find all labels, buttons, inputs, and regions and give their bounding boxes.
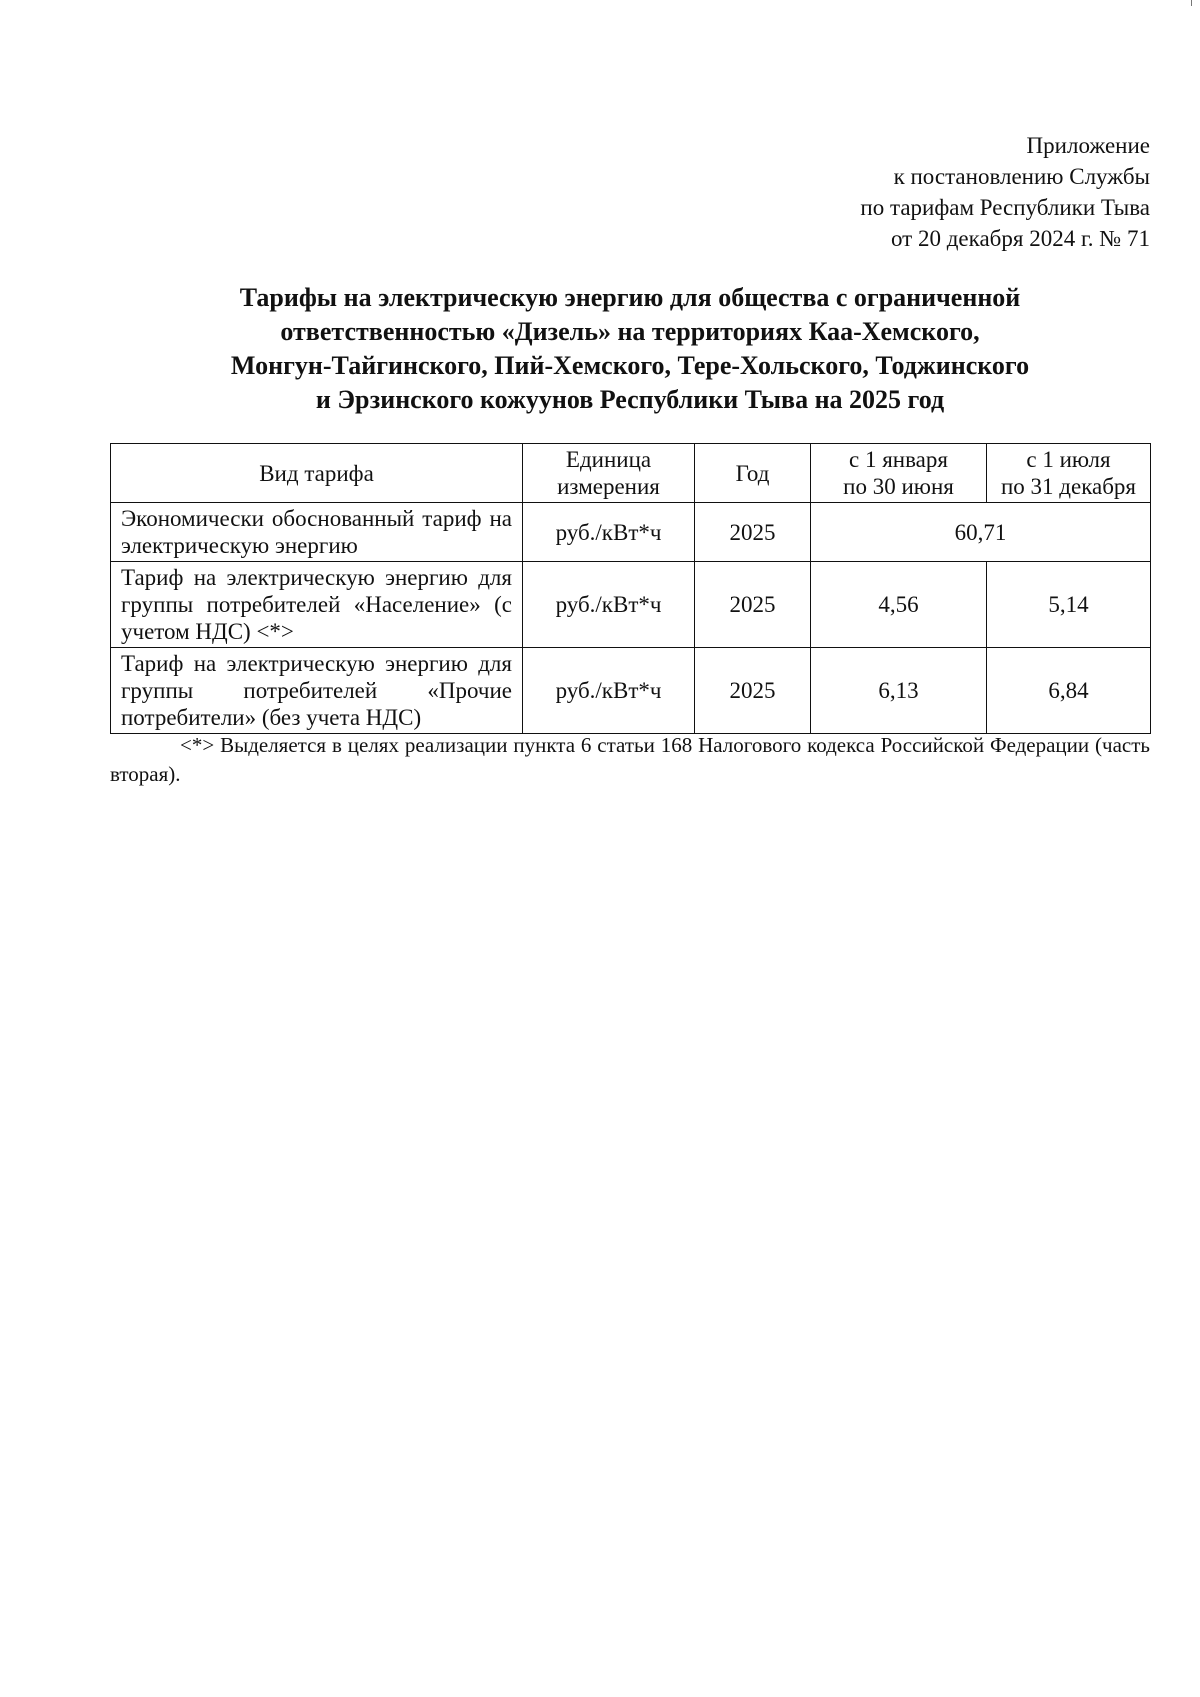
scan-mark: [1191, 0, 1192, 6]
tariff-name-cell: Тариф на электрическую энергию для группы потребителей «Население» (с учетом НДС) <*>: [111, 562, 523, 648]
footnote: <*> Выделяется в целях реализации пункта 6 статьи 168 Налогового кодекса Российской Федерации (часть вторая).: [110, 733, 1150, 786]
header-first-half: [811, 444, 987, 503]
unit-cell: руб./кВт*ч: [523, 562, 695, 648]
header-second-half-line: с 1 июля: [1026, 447, 1111, 472]
header-tariff-type: Вид тарифа: [111, 444, 523, 503]
tariff-name-cell: Экономически обоснованный тариф на электрическую энергию: [111, 503, 523, 562]
header-unit: [523, 444, 695, 503]
value-cell-first-half: 4,56: [811, 562, 987, 648]
table-header-row: [111, 444, 1151, 503]
document-title: [110, 281, 1150, 417]
tariff-name-cell: Тариф на электрическую энергию для группы потребителей «Прочие потребители» (без учета НДС): [111, 648, 523, 734]
value-cell-first-half: 6,13: [811, 648, 987, 734]
table-row: [111, 503, 1151, 562]
table-row: [111, 562, 1151, 648]
header-unit-line: Единица: [565, 447, 652, 472]
unit-cell: руб./кВт*ч: [523, 503, 695, 562]
header-year: Год: [695, 444, 811, 503]
header-second-half-line: по 31 декабря: [1000, 474, 1137, 499]
value-cell-second-half: 5,14: [987, 562, 1151, 648]
title-line: ответственностью «Дизель» на территориях Каа-Хемского,: [280, 317, 980, 346]
tariff-table: [110, 443, 1151, 734]
year-cell: 2025: [695, 562, 811, 648]
header-first-half-line: с 1 января: [849, 447, 948, 472]
unit-cell: руб./кВт*ч: [523, 648, 695, 734]
annex-line: к постановлению Службы: [893, 164, 1150, 189]
header-first-half-line: по 30 июня: [843, 474, 954, 499]
annex-block: [860, 130, 1150, 254]
annex-line: от 20 декабря 2024 г. № 71: [890, 226, 1150, 251]
year-cell: 2025: [695, 503, 811, 562]
title-line: и Эрзинского кожуунов Республики Тыва на 2025 год: [315, 385, 945, 414]
year-cell: 2025: [695, 648, 811, 734]
annex-line: по тарифам Республики Тыва: [860, 195, 1150, 220]
annex-line: Приложение: [1026, 133, 1150, 158]
header-unit-line: измерения: [557, 474, 660, 499]
value-cell-second-half: 6,84: [987, 648, 1151, 734]
header-second-half: [987, 444, 1151, 503]
value-cell-full-year: 60,71: [811, 503, 1151, 562]
title-line: Тарифы на электрическую энергию для общества с ограниченной: [239, 283, 1021, 312]
table-row: [111, 648, 1151, 734]
title-line: Монгун-Тайгинского, Пий-Хемского, Тере-Хольского, Тоджинского: [230, 351, 1030, 380]
